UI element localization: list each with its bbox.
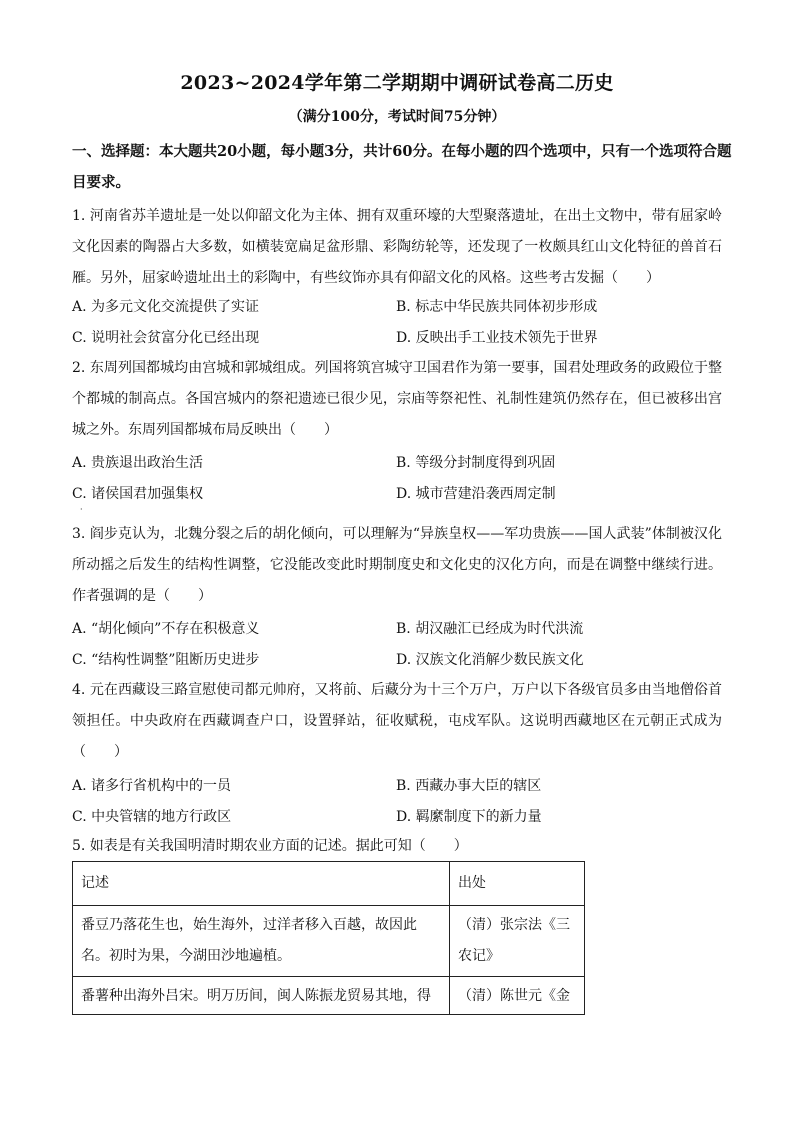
- question-2-option-d[interactable]: D. 城市营建沿袭西周定制: [396, 486, 556, 502]
- question-4-option-d[interactable]: D. 羁縻制度下的新力量: [396, 809, 542, 825]
- question-4-option-a[interactable]: A. 诸多行省机构中的一员: [72, 778, 232, 794]
- question-3-option-c[interactable]: C. “结构性调整”阻断历史进步: [72, 652, 260, 668]
- question-1-option-b[interactable]: B. 标志中华民族共同体初步形成: [396, 299, 598, 315]
- exam-subtitle: （满分100分，考试时间75分钟）: [288, 109, 506, 125]
- stray-dot: ·: [80, 505, 83, 514]
- question-2-option-c[interactable]: C. 诸侯国君加强集权: [72, 486, 204, 502]
- question-3-option-d[interactable]: D. 汉族文化消解少数民族文化: [396, 652, 584, 668]
- section-heading: 一、选择题：本大题共20小题，每小题3分，共计60分。在每小题的四个选项中，只有一个选项符合题目要求。: [72, 143, 732, 191]
- question-5-stem: 5. 如表是有关我国明清时期农业方面的记述。据此可知（ ）: [72, 838, 468, 854]
- question-1-option-d[interactable]: D. 反映出手工业技术领先于世界: [396, 330, 598, 346]
- question-3-option-a[interactable]: A. “胡化倾向”不存在积极意义: [72, 621, 260, 637]
- table-row: [73, 906, 585, 977]
- table-cell: 番豆乃落花生也，始生海外，过洋者移入百越，故因此名。初时为果，今湖田沙地遍植。: [73, 906, 450, 977]
- table-cell: 番薯种出海外吕宋。明万历间，闽人陈振龙贸易其地，得: [73, 977, 450, 1015]
- table-header-cell: 出处: [450, 862, 585, 906]
- question-4-stem: 4. 元在西藏设三路宣慰使司都元帅府，又将前、后藏分为十三个万户，万户以下各级官员多由当地僧俗首领担任。中央政府在西藏调查户口，设置驿站，征收赋税，屯戍军队。这说明西藏地区在元朝正式成为（ ）: [72, 682, 722, 760]
- table-header-cell: 记述: [73, 862, 450, 906]
- table-row: [73, 977, 585, 1015]
- question-1-option-c[interactable]: C. 说明社会贫富分化已经出现: [72, 330, 260, 346]
- question-2-option-a[interactable]: A. 贵族退出政治生活: [72, 455, 204, 471]
- question-1-stem: 1. 河南省苏羊遗址是一处以仰韶文化为主体、拥有双重环壕的大型聚落遗址，在出土文物中，带有屈家岭文化因素的陶器占大多数，如横装宽扁足盆形鼎、彩陶纺轮等，还发现了一枚颇具红山文化特征的兽首石雁。另外，屈家岭遗址出土的彩陶中，有些纹饰亦具有仰韶文化的风格。这些考古发掘（ ）: [72, 208, 722, 286]
- question-4-option-b[interactable]: B. 西藏办事大臣的辖区: [396, 778, 542, 794]
- records-table: [72, 861, 585, 1015]
- question-4-option-c[interactable]: C. 中央管辖的地方行政区: [72, 809, 232, 825]
- question-1-option-a[interactable]: A. 为多元文化交流提供了实证: [72, 299, 260, 315]
- table-cell: （清）张宗法《三农记》: [450, 906, 585, 977]
- table-cell: （清）陈世元《金: [450, 977, 585, 1015]
- question-3-stem: 3. 阎步克认为，北魏分裂之后的胡化倾向，可以理解为“异族皇权——军功贵族——国人武装”体制被汉化所动摇之后发生的结构性调整，它没能改变此时期制度史和文化史的汉化方向，而是在调整中继续行进。作者强调的是（ ）: [72, 526, 722, 604]
- question-2-stem: 2. 东周列国都城均由宫城和郭城组成。列国将筑宫城守卫国君作为第一要事，国君处理政务的政殿位于整个都城的制高点。各国宫城内的祭祀遗迹已很少见，宗庙等祭祀性、礼制性建筑仍然存在，但已被移出宫城之外。东周列国都城布局反映出（ ）: [72, 360, 722, 438]
- table-header-row: [73, 862, 585, 906]
- exam-title: 2023~2024学年第二学期期中调研试卷高二历史: [180, 72, 614, 94]
- question-2-option-b[interactable]: B. 等级分封制度得到巩固: [396, 455, 556, 471]
- question-3-option-b[interactable]: B. 胡汉融汇已经成为时代洪流: [396, 621, 584, 637]
